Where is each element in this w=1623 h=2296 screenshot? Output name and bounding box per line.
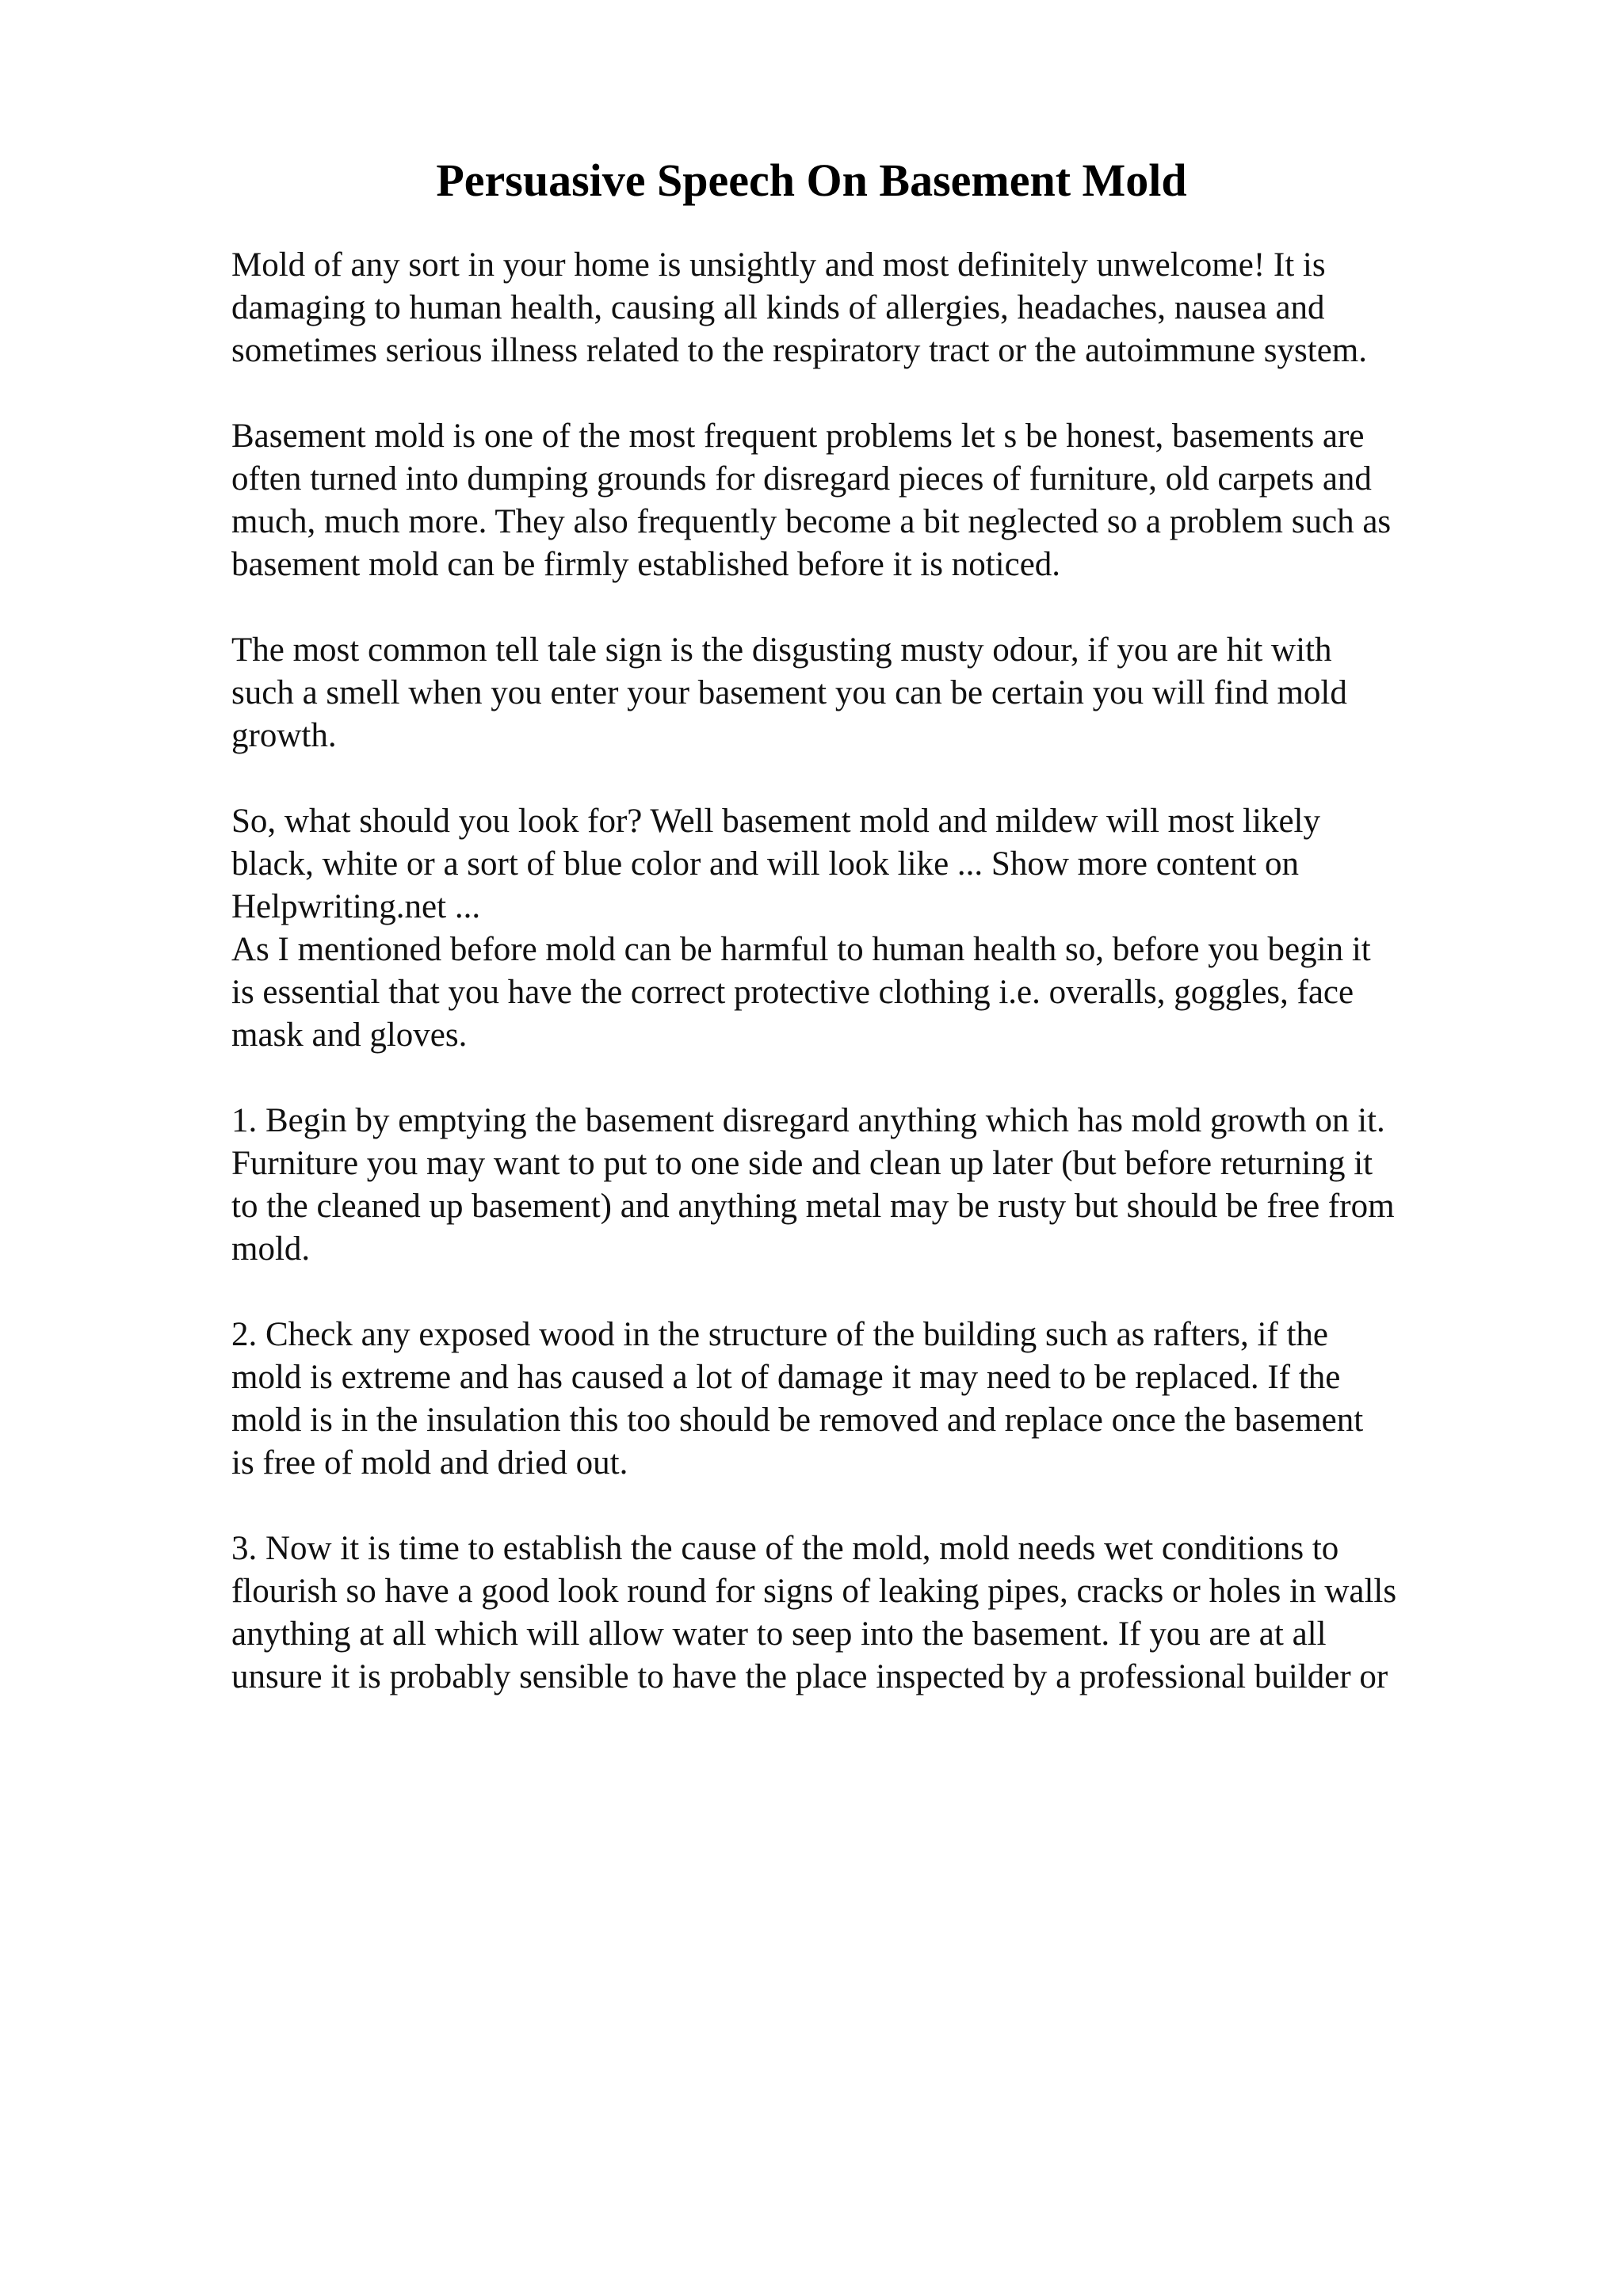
paragraph-what-to-look-for: So, what should you look for? Well basement mold and mildew will most likely black, white or a sort of blue color and will look like ... Show more content on Helpwriting.net ... [231, 803, 1320, 925]
page-title: Persuasive Speech On Basement Mold [436, 154, 1187, 206]
document-body [231, 244, 1515, 1741]
paragraph-intro: Mold of any sort in your home is unsightly and most definitely unwelcome! It is damaging to human health, causing all kinds of allergies, headaches, nausea and sometimes serious illness related to the respiratory tract or the autoimmune system. [231, 246, 1367, 369]
paragraph-step-3: 3. Now it is time to establish the cause of the mold, mold needs wet conditions to flourish so have a good look round for signs of leaking pipes, cracks or holes in walls anything at all which will allow water to seep into the basement. If you are at all unsure it is probably sensible to have the place inspected by a professional builder or [231, 1530, 1397, 1695]
paragraph-step-1: 1. Begin by emptying the basement disregard anything which has mold growth on it. Furniture you may want to put to one side and clean up later (but before returning it to the cleaned up basement) and anything metal may be rusty but should be free from mold. [231, 1102, 1395, 1268]
paragraph-step-2: 2. Check any exposed wood in the structure of the building such as rafters, if the mold is extreme and has caused a lot of damage it may need to be replaced. If the mold is in the insulation this too should be removed and replace once the basement is free of mold and dried out. [231, 1316, 1364, 1482]
paragraph-basement-problems: Basement mold is one of the most frequent problems let s be honest, basements are often turned into dumping grounds for disregard pieces of furniture, old carpets and much, much more. They also frequently become a bit neglected so a problem such as basement mold can be firmly established before it is noticed. [231, 418, 1392, 583]
paragraph-musty-odour: The most common tell tale sign is the disgusting musty odour, if you are hit with such a smell when you enter your basement you can be certain you will find mold growth. [231, 631, 1347, 754]
paragraph-protective-clothing: As I mentioned before mold can be harmful to human health so, before you begin it is essential that you have the correct protective clothing i.e. overalls, goggles, face mask and gloves. [231, 931, 1371, 1054]
